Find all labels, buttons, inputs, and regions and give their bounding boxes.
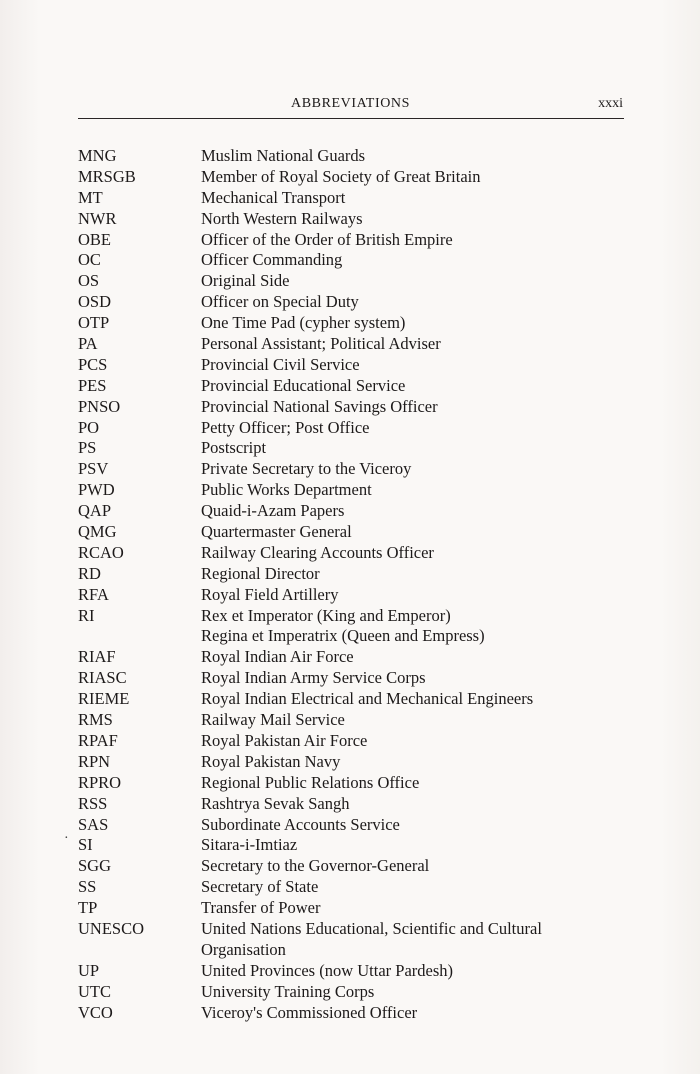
list-item xyxy=(78,940,638,961)
list-item xyxy=(78,480,638,501)
abbreviation-expansion: Original Side xyxy=(201,271,290,291)
abbreviation-term: PSV xyxy=(78,459,109,479)
abbreviation-expansion: Provincial Civil Service xyxy=(201,354,360,374)
abbreviation-term: QAP xyxy=(78,501,112,521)
abbreviation-expansion: One Time Pad (cypher system) xyxy=(201,313,406,333)
abbreviation-term: UNESCO xyxy=(78,918,145,938)
abbreviation-expansion: Provincial Educational Service xyxy=(201,375,406,395)
abbreviation-expansion: Royal Field Artillery xyxy=(201,584,339,604)
abbreviation-expansion: Royal Indian Army Service Corps xyxy=(201,668,426,688)
abbreviation-expansion: Regional Director xyxy=(201,563,320,583)
list-item xyxy=(78,271,638,292)
list-item xyxy=(78,564,638,585)
abbreviation-term: SI xyxy=(78,835,93,855)
abbreviation-expansion: Rex et Imperator (King and Emperor) xyxy=(201,605,451,625)
list-item xyxy=(78,355,638,376)
abbreviation-term: TP xyxy=(78,898,98,918)
abbreviation-term: MT xyxy=(78,187,103,207)
abbreviation-term: SS xyxy=(78,877,97,897)
list-item xyxy=(78,334,638,355)
abbreviation-term: RD xyxy=(78,563,101,583)
abbreviation-expansion: Regina et Imperatrix (Queen and Empress) xyxy=(201,626,485,646)
list-item xyxy=(78,752,638,773)
abbreviation-term: UTC xyxy=(78,981,111,1001)
list-item xyxy=(78,773,638,794)
abbreviation-expansion: Subordinate Accounts Service xyxy=(201,814,400,834)
abbreviation-term: RPRO xyxy=(78,772,122,792)
abbreviation-list xyxy=(78,146,638,1023)
list-item xyxy=(78,376,638,397)
list-item xyxy=(78,438,638,459)
abbreviation-expansion: Member of Royal Society of Great Britain xyxy=(201,166,481,186)
abbreviation-term: RIASC xyxy=(78,668,127,688)
list-item xyxy=(78,188,638,209)
list-item xyxy=(78,292,638,313)
abbreviation-term: OSD xyxy=(78,292,112,312)
abbreviation-expansion: Quaid-i-Azam Papers xyxy=(201,501,345,521)
abbreviation-expansion: Royal Pakistan Navy xyxy=(201,751,341,771)
abbreviation-term: PS xyxy=(78,438,97,458)
list-item xyxy=(78,209,638,230)
page-title: ABBREVIATIONS xyxy=(290,96,411,111)
abbreviation-term: UP xyxy=(78,960,100,980)
abbreviation-term: OTP xyxy=(78,313,110,333)
list-item xyxy=(78,626,638,647)
abbreviation-expansion: Royal Pakistan Air Force xyxy=(201,730,368,750)
list-item xyxy=(78,794,638,815)
abbreviation-term: SAS xyxy=(78,814,109,834)
abbreviation-term: MNG xyxy=(78,146,117,165)
list-item xyxy=(78,982,638,1003)
header-rule xyxy=(78,118,624,119)
list-item xyxy=(78,731,638,752)
abbreviation-expansion: Personal Assistant; Political Adviser xyxy=(201,334,441,354)
abbreviation-expansion: Muslim National Guards xyxy=(201,146,366,165)
abbreviation-expansion: Officer of the Order of British Empire xyxy=(201,229,453,249)
page-number: xxxi xyxy=(598,96,623,111)
abbreviation-term: VCO xyxy=(78,1002,113,1022)
list-item xyxy=(78,501,638,522)
abbreviation-expansion: Secretary to the Governor-General xyxy=(201,856,430,876)
list-item xyxy=(78,606,638,627)
list-item xyxy=(78,397,638,418)
list-item xyxy=(78,250,638,271)
list-item xyxy=(78,146,638,167)
list-item xyxy=(78,856,638,877)
list-item xyxy=(78,230,638,251)
abbreviation-expansion: Organisation xyxy=(201,939,286,959)
abbreviation-expansion: Private Secretary to the Viceroy xyxy=(201,459,412,479)
abbreviation-expansion: Regional Public Relations Office xyxy=(201,772,420,792)
list-item xyxy=(78,459,638,480)
abbreviation-term: SGG xyxy=(78,856,112,876)
abbreviation-expansion: United Nations Educational, Scientific and Cultural xyxy=(201,918,542,938)
list-item xyxy=(78,522,638,543)
list-item xyxy=(78,647,638,668)
abbreviation-term: OS xyxy=(78,271,100,291)
abbreviation-term: RPN xyxy=(78,751,111,771)
abbreviation-term: OBE xyxy=(78,229,111,249)
abbreviation-term: PNSO xyxy=(78,396,121,416)
abbreviation-term: NWR xyxy=(78,208,117,228)
abbreviation-expansion: United Provinces (now Uttar Pardesh) xyxy=(201,960,454,980)
abbreviation-term: RI xyxy=(78,605,95,625)
abbreviation-expansion: Transfer of Power xyxy=(201,898,321,918)
list-item xyxy=(78,313,638,334)
list-item xyxy=(78,418,638,439)
abbreviation-term: RCAO xyxy=(78,542,124,562)
abbreviation-term: PCS xyxy=(78,354,108,374)
abbreviation-expansion: Railway Mail Service xyxy=(201,710,345,730)
abbreviation-expansion: Viceroy's Commissioned Officer xyxy=(201,1002,418,1022)
list-item xyxy=(78,961,638,982)
list-item xyxy=(78,1003,638,1024)
abbreviation-expansion: Rashtrya Sevak Sangh xyxy=(201,793,350,813)
list-item xyxy=(78,877,638,898)
list-item xyxy=(78,543,638,564)
list-item xyxy=(78,919,638,940)
abbreviation-expansion: University Training Corps xyxy=(201,981,375,1001)
list-item xyxy=(78,668,638,689)
abbreviation-term: PA xyxy=(78,334,98,354)
abbreviation-expansion: North Western Railways xyxy=(201,208,363,228)
abbreviation-expansion: Royal Indian Air Force xyxy=(201,647,354,667)
list-item xyxy=(78,898,638,919)
abbreviation-expansion: Petty Officer; Post Office xyxy=(201,417,370,437)
abbreviation-term: RPAF xyxy=(78,730,118,750)
abbreviation-term: RMS xyxy=(78,710,113,730)
abbreviation-term: MRSGB xyxy=(78,166,136,186)
abbreviation-expansion: Railway Clearing Accounts Officer xyxy=(201,542,434,562)
abbreviation-expansion: Public Works Department xyxy=(201,480,372,500)
running-header xyxy=(78,96,623,118)
abbreviation-expansion: Secretary of State xyxy=(201,877,319,897)
abbreviation-expansion: Royal Indian Electrical and Mechanical Engineers xyxy=(201,689,534,709)
abbreviation-term: QMG xyxy=(78,522,117,542)
abbreviation-term: OC xyxy=(78,250,101,270)
abbreviation-expansion: Officer Commanding xyxy=(201,250,343,270)
abbreviation-term: PWD xyxy=(78,480,115,500)
abbreviation-expansion: Mechanical Transport xyxy=(201,187,346,207)
abbreviation-expansion: Provincial National Savings Officer xyxy=(201,396,438,416)
abbreviation-term: RIEME xyxy=(78,689,130,709)
list-item xyxy=(78,585,638,606)
list-item xyxy=(78,835,638,856)
abbreviation-expansion: Postscript xyxy=(201,438,267,458)
list-item xyxy=(78,815,638,836)
abbreviation-term: PO xyxy=(78,417,100,437)
list-item xyxy=(78,689,638,710)
abbreviation-term: RSS xyxy=(78,793,108,813)
abbreviation-expansion: Quartermaster General xyxy=(201,522,352,542)
abbreviation-term: PES xyxy=(78,375,107,395)
list-item xyxy=(78,167,638,188)
margin-mark: · xyxy=(64,831,69,846)
abbreviation-expansion: Sitara-i-Imtiaz xyxy=(201,835,298,855)
abbreviation-expansion: Officer on Special Duty xyxy=(201,292,359,312)
abbreviation-term: RFA xyxy=(78,584,109,604)
abbreviation-term: RIAF xyxy=(78,647,116,667)
list-item xyxy=(78,710,638,731)
